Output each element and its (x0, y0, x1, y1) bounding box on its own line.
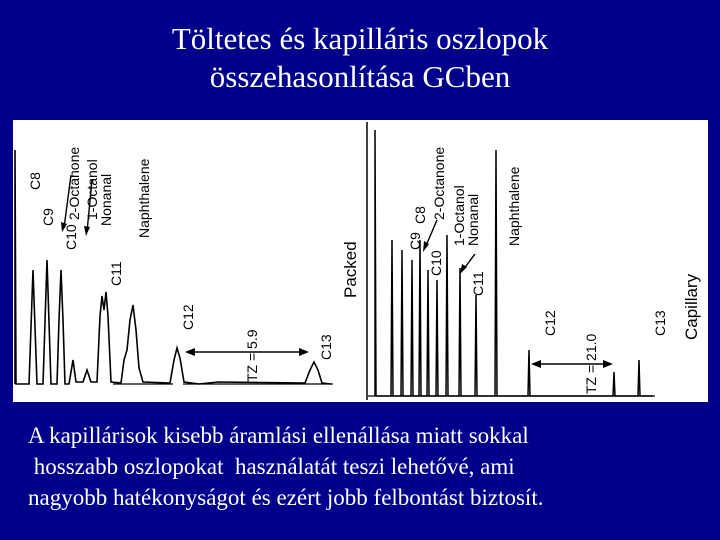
title-line-1: Töltetes és kapilláris oszlopok (171, 21, 549, 56)
packed-peak-c9: C9 (40, 208, 56, 226)
capillary-tz-arrow-left (531, 360, 541, 368)
capillary-peak-c8: C8 (412, 206, 428, 224)
packed-peak-naphthalene: Naphthalene (136, 158, 152, 238)
body-line-2: hosszabb oszlopokat használatát teszi lehetővé, ami (28, 454, 515, 479)
packed-panel (15, 147, 360, 384)
packed-peak-c13: C13 (318, 334, 334, 360)
slide-title (0, 20, 720, 96)
title-line-2: összehasonlítása GCben (209, 59, 511, 94)
body-line-1: A kapillárisok kisebb áramlási ellenállása miatt sokkal (28, 423, 529, 448)
capillary-peak-c9: C9 (407, 232, 423, 250)
body-line-3: nagyobb hatékonyságot és ezért jobb felbontást biztosít. (28, 485, 544, 510)
capillary-tz-arrow-right (603, 360, 613, 368)
capillary-peak-octanone: 2-Octanone (431, 146, 447, 220)
packed-peak-c8: C8 (27, 172, 43, 190)
capillary-peak-octanol: 1-Octanol (451, 185, 467, 246)
packed-tz-label: TZ = 5.9 (244, 329, 260, 382)
capillary-peak-c12: C12 (542, 310, 558, 336)
capillary-tz-label: TZ = 21.0 (583, 333, 599, 394)
packed-peak-c12: C12 (180, 304, 196, 330)
capillary-peak-c10: C10 (428, 250, 444, 276)
capillary-peak-c13: C13 (652, 310, 668, 336)
chromatogram-svg (13, 120, 708, 402)
capillary-peak-naphthalene: Naphthalene (506, 166, 522, 246)
packed-peak-nonanal: Nonanal (98, 173, 114, 226)
packed-column-label: Packed (341, 241, 360, 298)
chromatogram-figure (13, 120, 708, 402)
packed-trace (15, 150, 331, 384)
capillary-panel (367, 122, 701, 400)
capillary-column-label: Capillary (682, 273, 701, 340)
slide-body (28, 420, 708, 513)
packed-peak-octanone: 2-Octanone (66, 146, 82, 220)
packed-peak-c11: C11 (108, 261, 124, 286)
capillary-peak-nonanal: Nonanal (465, 193, 481, 246)
packed-peak-octanol: 1-Octanol (84, 159, 100, 220)
packed-tz-arrow-right (299, 348, 309, 356)
packed-peak-c10: C10 (63, 224, 79, 250)
capillary-peak-c11: C11 (470, 271, 486, 296)
packed-tz-arrow-left (185, 348, 195, 356)
packed-arrow-octanol-head (84, 226, 90, 236)
